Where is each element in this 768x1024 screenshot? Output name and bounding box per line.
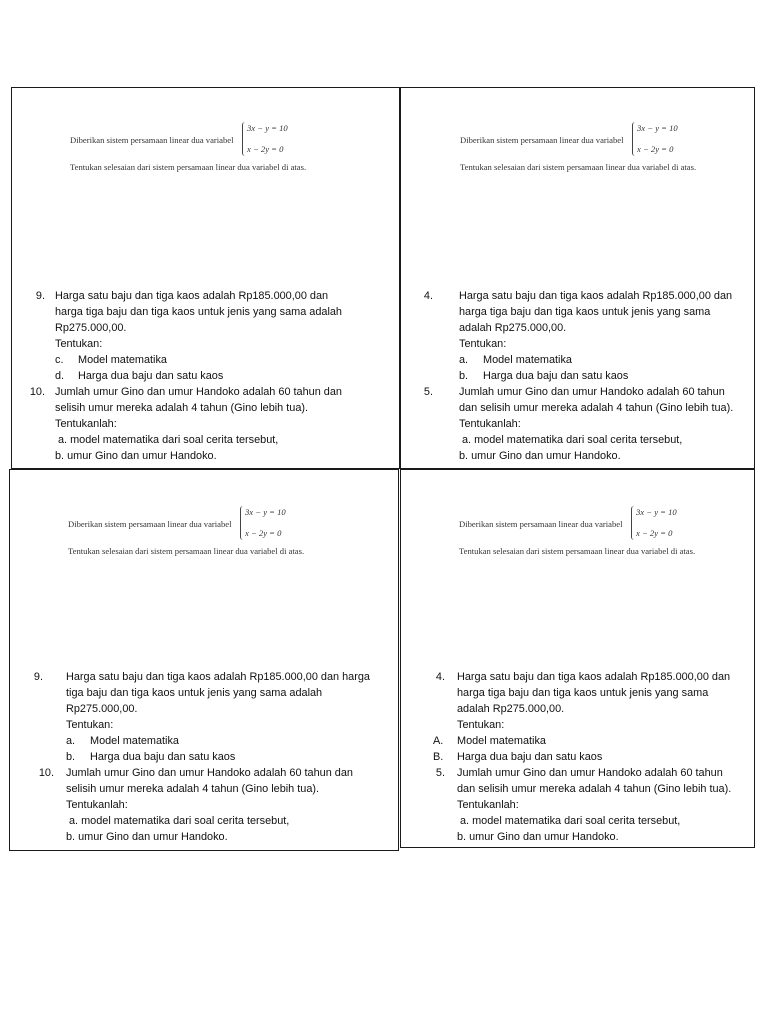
list-item: 10. Jumlah umur Gino dan umur Handoko adalah 60 tahun dan (38, 767, 353, 779)
question-list: 9. Harga satu baju dan tiga kaos adalah Rp185.000,00 dan harga tiga baju dan tiga kaos untuk jenis yang sama adalah Rp275.000,00. Tentukan: c. Model matematika d. Harga dua baju dan satu kaos 10. Jumlah umur Gino dan umur Handoko adalah 60 tahun dan selisih umur mereka adalah 4 tahun (Gino lebih tua). Tentukanlah: a. model matematika dari soal cerita tersebut, b. umur Gino dan umur Handoko. (21, 288, 396, 464)
equation-task: Tentukan selesaian dari sistem persamaan linear dua variabel di atas. (460, 162, 697, 172)
worksheet-card-top-right (400, 87, 755, 469)
list-item: b. Harga dua baju dan satu kaos (66, 751, 236, 763)
equation-2: x − 2y = 0 (247, 144, 284, 154)
list-item: 10. Jumlah umur Gino dan umur Handoko adalah 60 tahun dan (29, 386, 342, 398)
worksheet-card-bottom-right (400, 469, 755, 848)
equation-1: 3x − y = 10 (637, 123, 678, 133)
equation-brace (631, 506, 635, 540)
equation-1: 3x − y = 10 (245, 507, 286, 517)
equation-1: 3x − y = 10 (636, 507, 677, 517)
question-list: 4. Harga satu baju dan tiga kaos adalah Rp185.000,00 dan harga tiga baju dan tiga kaos untuk jenis yang sama adalah Rp275.000,00. Tentukan: A. Model matematika B. Harga dua baju dan satu kaos 5. Jumlah umur Gino dan umur Handoko adalah 60 tahun dan selisih umur mereka adalah 4 tahun (Gino lebih tua). Tentukanlah: a. model matematika dari soal cerita tersebut, b. umur Gino dan umur Handoko. (411, 669, 753, 845)
equation-task: Tentukan selesaian dari sistem persamaan linear dua variabel di atas. (70, 162, 307, 172)
list-item: 4. Harga satu baju dan tiga kaos adalah Rp185.000,00 dan (423, 290, 733, 302)
equation-brace (242, 122, 246, 156)
list-item: 9. Harga satu baju dan tiga kaos adalah Rp185.000,00 dan harga (33, 671, 370, 683)
worksheet-card-top-left (11, 87, 400, 469)
list-item: a. Model matematika (459, 354, 572, 366)
list-item: c. Model matematika (55, 354, 167, 366)
equation-intro: Diberikan sistem persamaan linear dua variabel (70, 135, 234, 145)
equation-2: x − 2y = 0 (637, 144, 674, 154)
list-item: 5. Jumlah umur Gino dan umur Handoko adalah 60 tahun (435, 767, 723, 779)
equation-intro: Diberikan sistem persamaan linear dua variabel (460, 135, 624, 145)
equation-2: x − 2y = 0 (245, 528, 282, 538)
question-list: 9. Harga satu baju dan tiga kaos adalah Rp185.000,00 dan harga tiga baju dan tiga kaos untuk jenis yang sama adalah Rp275.000,00. Tentukan: a. Model matematika b. Harga dua baju dan satu kaos 10. Jumlah umur Gino dan umur Handoko adalah 60 tahun dan selisih umur mereka adalah 4 tahun (Gino lebih tua). Tentukanlah: a. model matematika dari soal cerita tersebut, b. umur Gino dan umur Handoko. (19, 669, 397, 845)
equation-brace (240, 506, 244, 540)
list-item: b. Harga dua baju dan satu kaos (459, 370, 629, 382)
list-item: B. Harga dua baju dan satu kaos (433, 751, 603, 763)
list-item: 5. Jumlah umur Gino dan umur Handoko adalah 60 tahun (423, 386, 725, 398)
list-item: A. Model matematika (433, 735, 546, 747)
list-item: d. Harga dua baju dan satu kaos (55, 370, 224, 382)
list-item: 9. Harga satu baju dan tiga kaos adalah Rp185.000,00 dan (35, 290, 329, 302)
question-list: 4. Harga satu baju dan tiga kaos adalah Rp185.000,00 dan harga tiga baju dan tiga kaos untuk jenis yang sama adalah Rp275.000,00. Tentukan: a. Model matematika b. Harga dua baju dan satu kaos 5. Jumlah umur Gino dan umur Handoko adalah 60 tahun dan selisih umur mereka adalah 4 tahun (Gino lebih tua). Tentukanlah: a. model matematika dari soal cerita tersebut, b. umur Gino dan umur Handoko. (409, 288, 754, 464)
worksheet-card-bottom-left (9, 469, 399, 851)
equation-2: x − 2y = 0 (636, 528, 673, 538)
equation-task: Tentukan selesaian dari sistem persamaan linear dua variabel di atas. (68, 546, 305, 556)
list-item: a. Model matematika (66, 735, 179, 747)
equation-brace (632, 122, 636, 156)
equation-intro: Diberikan sistem persamaan linear dua variabel (459, 519, 623, 529)
equation-1: 3x − y = 10 (247, 123, 288, 133)
list-item: 4. Harga satu baju dan tiga kaos adalah Rp185.000,00 dan (435, 671, 731, 683)
equation-task: Tentukan selesaian dari sistem persamaan linear dua variabel di atas. (459, 546, 696, 556)
equation-intro: Diberikan sistem persamaan linear dua variabel (68, 519, 232, 529)
